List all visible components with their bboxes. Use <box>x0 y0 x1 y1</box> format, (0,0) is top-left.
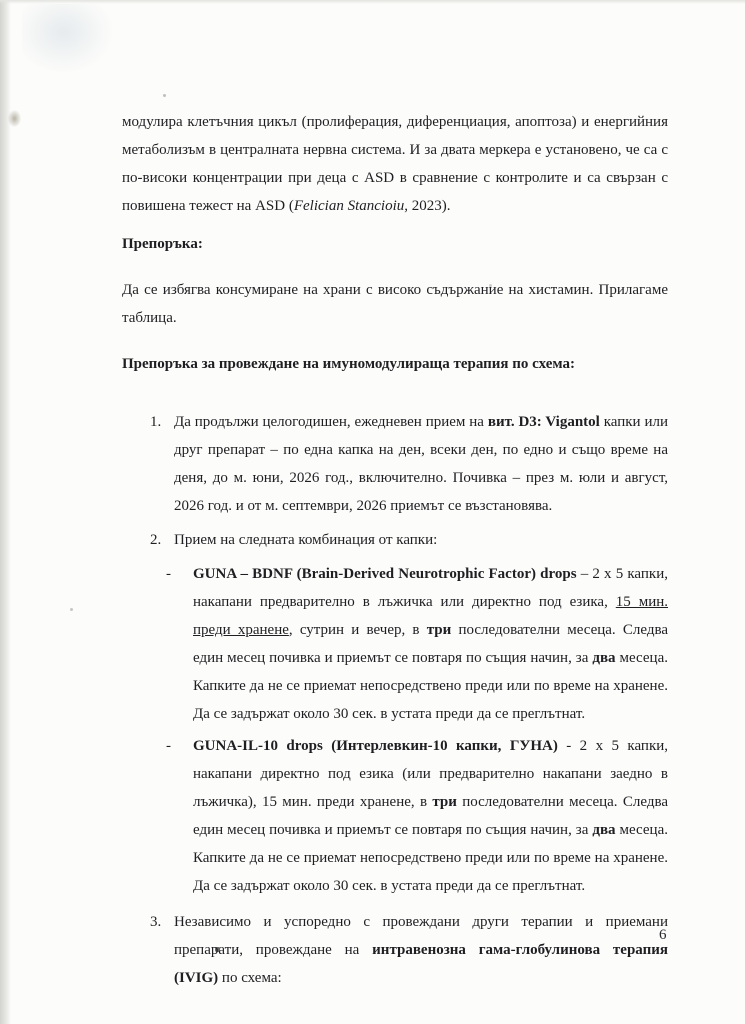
list-item-text: Да продължи целогодишен, ежедневен прием на вит. D3: Vigantol капки или друг препарат – по една капка на ден, всеки ден, по едно и също време на деня, до м. юни, 2026 год., включително. Почивка – през м. юли и август, 2026 год. и от м. септември, 2026 приемът се възстановява. <box>174 414 668 514</box>
list-item-number: 3. <box>150 914 162 930</box>
list-item-drops-combination <box>122 526 668 554</box>
bullet-dash-marker: - <box>166 566 171 582</box>
bullet-guna-bdnf <box>122 560 668 728</box>
scan-speck-artifact <box>70 608 73 611</box>
intro-paragraph: модулира клетъчния цикъл (пролиферация, диференциация, апоптоза) и енергийния метаболизъм в централната нервна система. И за двата меркера е установено, че са с по-високи концентрации при деца с ASD в сравнение с контролите и са свързан с повишена тежест на ASD (Felician Stancioiu, 2023). <box>122 114 668 214</box>
list-item-vitamin-d3 <box>122 408 668 520</box>
scan-speck-artifact <box>163 94 166 97</box>
scan-smudge-artifact <box>22 4 114 74</box>
histamine-paragraph: Да се избягва консумиране на храни с високо съдържание на хистамин. Прилагаме таблица. <box>122 282 668 326</box>
bullet-text: GUNA – BDNF (Brain-Derived Neurotrophic Factor) drops – 2 x 5 капки, накапани предварително в лъжичка или директно под езика, 15 мин. преди хранене, сутрин и вечер, в три последователни месеца. Следва един месец почивка и приемът се повтаря по същия начин, за два месеца. Капките да не се приемат непосредствено преди или по време на хранене. Да се задържат около 30 сек. в устата преди да се преглътнат. <box>193 566 669 722</box>
therapy-scheme-heading: Препоръка за провеждане на имуномодулираща терапия по схема: <box>122 356 576 372</box>
list-item-text: Независимо и успоредно с провеждани други терапии и приемани препарати, провеждане на интравенозна гама-глобулинова терапия (IVIG) по схема: <box>174 914 668 986</box>
bullet-text: GUNA-IL-10 drops (Интерлевкин-10 капки, ГУНА) - 2 x 5 капки, накапани директно под езика (или предварително накапани заедно в лъжичка), 15 мин. преди хранене, в три последователни месеца. Следва един месец почивка и приемът се повтаря по същия начин, за два месеца. Капките да не се приемат непосредствено преди или по време на хранене. Да се задържат около 30 сек. в устата преди да се преглътнат. <box>193 738 669 894</box>
scan-stain-artifact <box>8 110 21 127</box>
list-item-text: Прием на следната комбинация от капки: <box>174 532 438 548</box>
list-item-ivig-therapy <box>122 908 668 992</box>
recommendation-heading: Препоръка: <box>122 236 203 252</box>
page-number: 6 <box>659 927 667 943</box>
bullet-guna-il10 <box>122 732 668 900</box>
document-content <box>122 108 668 992</box>
list-item-number: 2. <box>150 532 162 548</box>
scan-top-edge-shadow <box>0 0 745 4</box>
bullet-dash-marker: - <box>166 738 171 754</box>
scan-left-edge-shadow <box>0 0 11 1024</box>
list-item-number: 1. <box>150 414 162 430</box>
